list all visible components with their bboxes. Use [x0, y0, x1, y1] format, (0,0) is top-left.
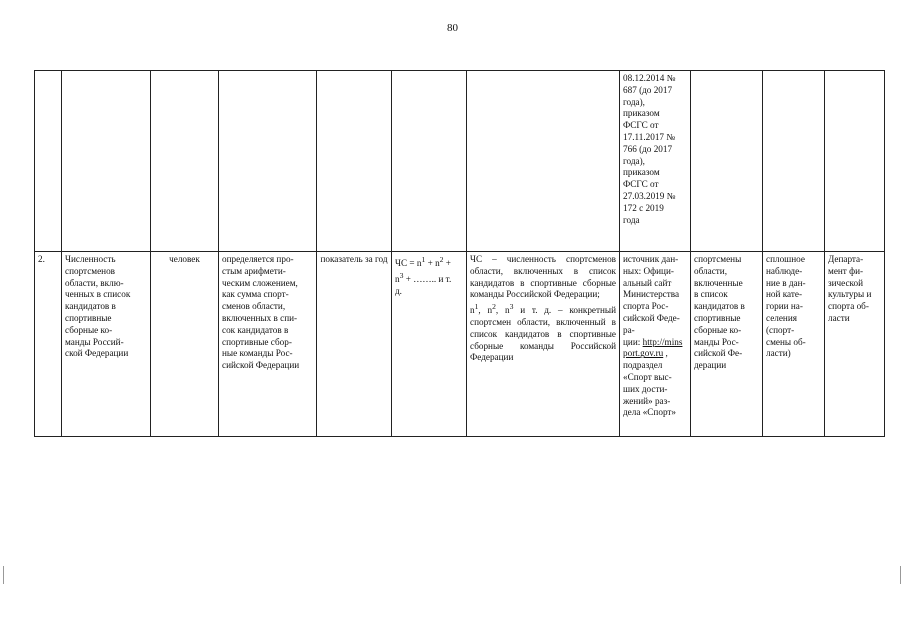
cell-observation-unit [691, 71, 763, 252]
cell-definition: определяется про- стым арифмети- ческим сложением, как сумма спорт- сменов области, включенных в спи- сок кандидатов в спортивные сбор- ные команды Рос- сийской Федерации [219, 252, 317, 437]
cell-responsible [825, 71, 885, 252]
cell-variables [467, 71, 620, 252]
minsport-link[interactable]: http://mins [642, 336, 683, 347]
cell-method [763, 71, 825, 252]
left-scan-edge-mark [3, 566, 4, 584]
cell-unit [151, 252, 219, 437]
table-row [35, 71, 885, 252]
cell-num [35, 252, 62, 437]
page-number: 80 [447, 22, 458, 34]
period-label: показатель за год [320, 254, 388, 264]
cell-source [620, 71, 691, 252]
cell-responsible: Департа- мент фи- зической культуры и спорта об- ласти [825, 252, 885, 437]
cell-source: источник дан- ных: Офици- альный сайт Министерства спорта Рос- сийской Феде- ра- ции: http://mins port.gov.ru , подраздел «Спорт выс- ших дости- жений» раз- дела «Спорт» [620, 252, 691, 437]
cell-period [317, 252, 392, 437]
cell-definition [219, 71, 317, 252]
minsport-link-continuation[interactable]: port.gov.ru [623, 348, 664, 359]
variables-description: ЧС – численность спортсменов области, включенных в список кандидатов в спортивные сборные команды Российской Федерации; [470, 254, 616, 300]
row-number: 2. [38, 254, 45, 264]
indicators-table [34, 70, 885, 437]
cell-num [35, 71, 62, 252]
cell-unit [151, 71, 219, 252]
table-row [35, 252, 885, 437]
source-text-continuation: 08.12.2014 № 687 (до 2017 года), приказом ФСГС от 17.11.2017 № 766 (до 2017 года), приказом ФСГС от 27.03.2019 № 172 с 2019 года [623, 73, 676, 225]
cell-formula [392, 71, 467, 252]
cell-period [317, 71, 392, 252]
unit-label: человек [169, 254, 200, 264]
cell-formula: ЧС = $n^1 + n^2$ + $n^3$ + …….. и т. д. [392, 252, 467, 437]
cell-variables: ЧС – численность спортсменов области, включенных в список кандидатов в спортивные сборные команды Российской Федерации; $n^1$, $n^2$, $n^3$ и т. д. – конкретный спортсмен области, включенный в список кандидатов в спортивные сборные команды Российской Федерации [467, 252, 620, 437]
cell-method: сплошное наблюде- ние в дан- ной кате- гории на- селения (спорт- смены об- ласти) [763, 252, 825, 437]
right-scan-edge-mark [900, 566, 901, 584]
formula: ЧС = $n^1 + n^2$ + [395, 255, 451, 269]
cell-indicator: Численность спортсменов области, вклю- ченных в список кандидатов в спортивные сборные ко- манды Россий- ской Федерации [62, 252, 151, 437]
cell-observation-unit: спортсмены области, включенные в список кандидатов в спортивные сборные ко- манды Рос- сийской Фе- дерации [691, 252, 763, 437]
cell-indicator [62, 71, 151, 252]
